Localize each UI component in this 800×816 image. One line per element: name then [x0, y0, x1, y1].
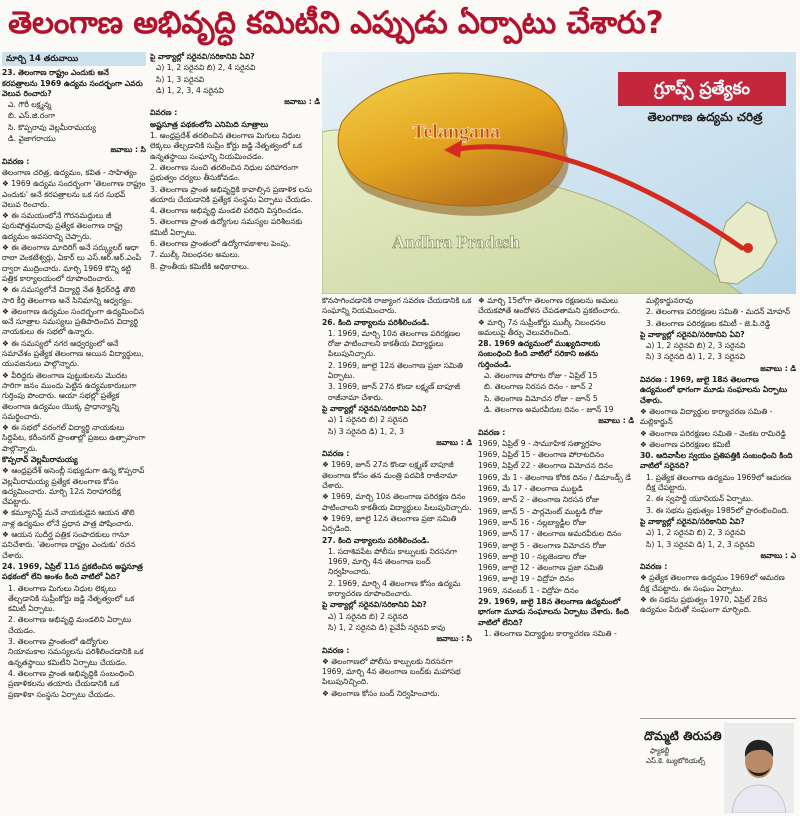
col2-line: 7. ముల్కీ నిబంధనల అమలు. [150, 250, 240, 260]
col5-line: 1969, జూలై 10 - నల్లజెండాల రోజు [478, 551, 587, 561]
col5-line: 1969, జూన్ 5 - పార్లమెంట్ ముట్టడి రోజు [478, 506, 603, 516]
col6-line: 2. ఈ స్వపార్టీ యూనియన్ ఏర్పాటు. [646, 494, 754, 504]
column-2-body [150, 52, 320, 272]
col5-line: 1969, జూలై 5 - తెలంగాణ విమోచన రోజు [478, 540, 606, 550]
col4-line: ఎ) 1 సరైనది బి) 2 సరైనది [328, 611, 408, 621]
col1-line: ❖ ఆంధ్రప్రదేశ్ అసెంబ్లీ సభ్యుడుగా ఉన్న కొప్పరావ్ వెల్లమీరామయ్య ప్రత్యేక తెలంగాణ కోసం ఉద్యమించారు. మార్చి 12న నిరాహారదీక్ష చేపట్టారు. [2, 466, 145, 507]
col5-line: 1969, జూన్ 2 - తెలంగాణ నిరసన రోజు [478, 495, 600, 505]
col1-line: ఎ. గౌరీ లక్ష్మన్న [8, 100, 52, 110]
col5-line: వివరణ : [478, 427, 506, 437]
col1-line: ❖ ఈ తెలంగాణ మాదిరిగ్ అనే సర్క్యులర్ ఆధా రాలా వెంకటేశ్వర్లు, ఏకార్ లు ఎస్.ఆర్.ఆర్.ఎంపీ ద్వారా ముద్రించారు. మార్చి 1969 కొన్ని కట్టి పత్రిక కార్యాలయంలో రూపొందించారు. [2, 243, 142, 283]
col1-line: కొప్పరావ్ వెల్లమీరామయ్య [2, 454, 78, 464]
col5-line: ఎ. తెలంగాణ పోరాట రోజు - ఏప్రిల్ 15 [484, 371, 598, 381]
col1-line: వివరణ : [2, 156, 30, 166]
col4-line: జవాబు : డి [436, 437, 472, 447]
col2-line: సి) 1, 3 సరైనవి [156, 74, 205, 84]
col6-line: వివరణ : 1969, జులై 18న తెలంగాణ ఉద్యమంలో భాగంగా మూడు సంఘాలను ఏర్పాటు చేశారు. [640, 375, 788, 405]
col5-line: 1969, జూలై 12 - తెలంగాణ ప్రజా సమితి [478, 563, 604, 573]
col5-line: 1969, ఏప్రిల్ 22 - తెలంగాణ విమోచన దినం [478, 461, 613, 471]
col1-line: ❖ కమ్యూనిస్ట్ మనే నాయకుడైన ఆయన తొలి నాళ్ల ఉద్యమం లోనే ప్రధాన పాత్ర పోషించారు. [2, 508, 135, 528]
col4-line: 3. 1969, జూన్ 27న కొండా లక్ష్మణ్ బాపూజీ రాజీనామా చేశారు. [328, 382, 461, 402]
col1-line: 24. 1969, ఏప్రిల్ 11న ప్రకటించిన అష్టసూత్ర పథకంలో లేని అంశం కింది వాటిలో ఏది? [2, 561, 143, 582]
col4-line: పై వాక్యాల్లో సరైనవి/సరికానివి ఏవి? [322, 403, 427, 413]
col1-line: బి. ఎస్.జి.రంగా [8, 111, 56, 121]
col6-line: 2. తెలంగాణ పరిరక్షణల సమితి - మదన్ మోహన్ [646, 307, 791, 317]
col2-line: పై వాక్యాల్లో సరైనవి/సరికానివి ఏవి? [150, 52, 255, 61]
col1-line: జవాబు : సి [110, 145, 146, 155]
col6-line: జవాబు : ఎ [760, 550, 796, 560]
col4-line: ❖ 1969, మార్చి 10న తెలంగాణ పరిరక్షణ దినం పాటించాలని కాకతీయ విద్యార్థులు పిలుపునిచ్చారు. [322, 492, 472, 512]
col5-line: 1969, జూన్ 17 - తెలంగాణ అమరవీరుల దినం [478, 529, 622, 539]
col6-line: 1. ప్రత్యేక తెలంగాణ ఉద్యమం 1969లో ఆమరణ దీక్ష చేపట్టారు. [646, 472, 792, 493]
col4-line: జవాబు : సి [436, 634, 472, 644]
col6-line: పై వాక్యాల్లో సరైనవి/సరికానివి ఏవి? [640, 516, 745, 526]
column-3-body [322, 296, 472, 699]
col5-line: బి. తెలంగాణ నిరసన దినం - జూన్ 2 [484, 382, 593, 392]
col4-line: 1. 1969, మార్చి 10న తెలంగాణ పరిరక్షణల రోజు పాటించాలని కాకతీయ విద్యార్థులు పిలుపునిచ్చారు. [328, 328, 461, 359]
col2-line: 3. తెలంగాణ ప్రాంత అభివృద్ధికి కావాల్సిన ప్రణాళిక లను తయారు చేయడానికి ప్రత్యేక సంస్థను ఏర్పాటు చేయడం. [150, 184, 313, 204]
col5-line: 1969, నవంబర్ 1 - విద్రోహ దినం [478, 585, 579, 595]
col2-line: 6. తెలంగాణ ప్రాంతంలో ఉద్యోగావకాశాల పెంపు. [150, 239, 291, 249]
headline: తెలంగాణ అభివృద్ధి కమిటీని ఎప్పుడు ఏర్పాటు చేశారు? [8, 5, 664, 41]
col6-line: ఎ) 1, 2 సరైనవి బి) 2, 3 సరైనవి [646, 341, 746, 351]
column-5 [640, 296, 796, 716]
col2-line: ఎ) 1, 2 సరైనవి బి) 2, 4 సరైనవి [156, 63, 256, 73]
col1-line: ❖ ఈ సభలో వరంగల్ విద్యార్థి నాయకులు సిద్ధిపేట, కరీంనగర్ ప్రాంతాల్లో ప్రజలు ఉత్సాహంగా పాల్గొన్నారు. [2, 423, 146, 453]
author-name: దొమ్మటి తిరుపతి [644, 729, 722, 743]
col1-line: ❖ ఈ సమస్యలోనే విద్యార్థి నేత శ్రీధర్‌రెడ్డి తొలి సారి కీర్తి తెలంగాణ అనే సినిమాన్ని ఆధ్వర్యం. [2, 285, 136, 305]
col6-line: జవాబు : డి [760, 363, 796, 373]
column-4-body [478, 296, 634, 639]
col1-line: 3. తెలంగాణ ప్రాంతంలో ఉద్యోగుల నియామకాల సమస్యలను పరిశీలించడానికి ఒక ఉన్నతస్థాయి కమిటీని ఏర్పాటు చేయడం. [8, 637, 144, 667]
col2-line: 8. ప్రాంతీయ కమిటీకి అధికారాలు. [150, 261, 250, 271]
col4-line: 1. సదాశివపేట పోలీసు కాల్పులకు నిరసనగా 1969, మార్చి 4న తెలంగాణ బంద్ నిర్వహించారు. [328, 546, 458, 577]
col4-line: 2. 1969, మార్చి 4 తెలంగాణ కోసం ఉద్యమ కార్యాచరణ రూపొందించారు. [328, 578, 461, 599]
col4-line: ❖ తెలంగాణలో పోలీసు కాల్పులకు నిరసనగా 1969, మార్చి 4న తెలంగాణ బంద్‌కు మహాసభ పిలుపునిచ్చింది. [322, 656, 461, 687]
author-affiliation: ఎస్.కె. ట్యుటోరియల్స్ [646, 757, 706, 765]
col4-line: 2. 1969, జూలై 12న తెలంగాణ ప్రజా సమితి ఏర్పాటు. [328, 360, 463, 381]
col5-line: 1969, ఏప్రిల్ 9 - సామూహిక సత్యాగ్రహం [478, 438, 602, 448]
col1-line: ❖ ఈ సమస్యలో నగర ఆధ్వర్యంలో ఆనే సమావేశం ప్రత్యేక తెలంగాణ అయిన విద్యార్థులు, యువజనులు పాల్గొన్నారు. [2, 338, 144, 369]
col5-line: ❖ మార్చి 7న సుప్రీంకోర్టు ముల్కీ నిబంధనల అమలుపై తీర్పు వెలువరించింది. [478, 317, 606, 337]
author-role: ఫ్యాకల్టీ [650, 747, 670, 755]
col4-line: సి) 3 సరైనది డి) 1, 2, 3 [328, 426, 405, 436]
col6-line: 3. తెలంగాణ పరిరక్షణల కమిటీ - జె.పి.రెడ్డి [646, 318, 771, 328]
col6-line: ❖ తెలంగాణ పరిరక్షణల కమిటీ [640, 439, 731, 449]
col5-line: 1969, మే 1 - తెలంగాణ కోరిక దినం / డిమాండ్స్ డే [478, 472, 631, 482]
col2-line: వివరణ : [150, 108, 178, 118]
col5-line: సి. తెలంగాణ విమోచన రోజు - జూన్ 5 [484, 393, 598, 403]
col6-line: సి) 3 సరైనది డి) 1, 2, 3 సరైనవి [646, 352, 746, 362]
col1-line: ❖ 1969 ఉద్యమ సందర్భంగా 'తెలంగాణ రాష్ట్రం ఎందుకు' అనే కరపత్రాలను ఒక సర సుభవ్ వెలువ రించారు. [2, 179, 146, 209]
groups-special-tag: గ్రూప్స్ ప్రత్యేకం [618, 72, 786, 106]
col4-line: కొనసాగించడానికి రాజ్యాంగ సవరణ చేయడానికి ఒక సంఘాన్ని నియమించారు. [322, 296, 472, 316]
col5-line: 29. 1969, జులై 18న తెలంగాణ ఉద్యమంలో భాగంగా మూడు సంఘాలను ఏర్పాటు చేశారు. కింది వాటిలో లేనిది? [478, 597, 629, 627]
column-2 [150, 52, 320, 814]
col6-line: 3. ఈ సభను ప్రభుత్వం 1985లో ప్రారంభించింది. [646, 505, 790, 515]
col5-line: డి. తెలంగాణ అమరవీరుల దినం - జూన్ 19 [484, 404, 614, 414]
col1-line: ❖ వీరిద్దరు తెలంగాణ పుట్టుకులను మొదట సారిగా జనం ముందు పెట్టిన ఉద్యమకారులుగా గుర్తింపు పొందారు. ఆయా సభల్లో ప్రత్యేక తెలంగాణ ఉద్యమం యొక్క ప్రాధాన్యాన్ని సమర్థించారు. [2, 370, 137, 421]
col5-line: 1. తెలంగాణ విద్యార్థుల కార్యాచరణ సమితి - [484, 628, 617, 638]
col1-line: 2. తెలంగాణ అభివృద్ధి మండలిని ఏర్పాటు చేయడం. [8, 615, 132, 635]
col2-line: 1. ఆంధ్రప్రదేశ్ తరలించిన తెలంగాణ మిగులు నిధుల లెక్కలు తేల్చడానికి సుప్రీం కోర్టు జడ్జి నేతృత్వంలో ఒక ఉన్నతస్థాయి సంఘాన్ని నియమించడం. [150, 131, 302, 161]
col1-line: ❖ తెలంగాణ ఉద్యమం సందర్భంగా ఉద్యమించిన అనే సూత్రాల సమస్యలు ప్రతిపాదించిన విద్యార్థి నాయకులు ఈ సభలో ఉన్నారు. [2, 306, 145, 337]
column-1-body [2, 68, 146, 700]
col6-line: ❖ ఈ సభను ప్రభుత్వం 1970, ఏప్రిల్ 28న ఉద్యమం పేరుతో సంఘంగా మార్చింది. [640, 595, 768, 615]
col4-line: పై వాక్యాల్లో సరైనవి/సరికానివి ఏవి? [322, 600, 427, 610]
author-box [640, 718, 796, 815]
col5-line: జవాబు : డి [598, 416, 634, 426]
column-5-body [640, 296, 796, 616]
col1-line: డి. వైజాగరాయు [8, 134, 56, 144]
col4-line: ❖ 1969, జూన్ 27న కొండా లక్ష్మణ్ బాపూజీ తెలంగాణ కోసం తన మంత్రి పదవికి రాజీనామా చేశారు. [322, 460, 458, 491]
col2-line: జవాబు : డి [284, 97, 320, 107]
author-photo [724, 723, 794, 813]
col2-line: అష్టసూత్ర పథకంలోని ఎనిమిది సూత్రాలు [150, 119, 269, 129]
col4-line: సి) 1, 2 సరైనవి డి) పైవేవీ సరైనవి కావు [328, 622, 446, 632]
col4-line: ❖ తెలంగాణ కోసం బంద్ నిర్వహించారు. [322, 688, 440, 698]
col2-line: 2. తెలంగాణ నుంచి తరలించిన నిధుల పరిహారంగా ప్రభుత్వం చర్యలు తీసుకోవడం. [150, 162, 299, 183]
col6-line: 30. ఆదివాసీల స్వయం ప్రతిపత్తికి సంబంధించి కింది వాటిలో సరైనది? [640, 451, 793, 471]
col1-line: 4. తెలంగాణ ప్రాంత అభివృద్ధికి సంబంధించి ప్రణాళికలను తయారు చేయడానికి ఒక ప్రణాళికా సంస్థను ఏర్పాటు చేయడం. [8, 668, 134, 699]
col5-line: 1969, జూన్ 16 - నల్లబ్యాడ్జీల రోజు [478, 517, 587, 527]
col6-line: ❖ తెలంగాణ విద్యార్థుల కార్యాచరణ సమితి - మల్లికార్జున్ [640, 406, 773, 427]
andhra-label: Andhra Pradesh [392, 232, 520, 252]
section-bar: మార్చి 14 తరువాయి [2, 52, 146, 66]
col6-line: మల్లికార్జునరావు [646, 296, 694, 305]
col2-line: 4. తెలంగాణ అభివృద్ధి మండలి పరిధిని విస్తరించడం. [150, 206, 304, 216]
col1-line: ❖ ఈ సమయంలోనే గౌరనమద్దులు జీ పురుషోత్తమరావు ప్రత్యేక తెలంగాణ రాష్ట్ర ఉద్యమం అవసరాన్ని చెప్పారు. [2, 211, 123, 241]
col6-line: వివరణ : [640, 562, 668, 572]
col5-line: 28. 1969 ఉద్యమంలో ముఖ్యదినాలకు సంబంధించి కింది వాటిలో సరికాని జతను గుర్తించండి. [478, 339, 601, 369]
col4-line: ఎ) 1 సరైనది బి) 2 సరైనది [328, 415, 408, 425]
col6-line: ఎ) 1, 2 సరైనవి బి) 2, 3 సరైనవి [646, 528, 746, 538]
col2-line: డి) 1, 2, 3, 4 సరైనవి [156, 85, 224, 95]
col5-line: ❖ మార్చి 15లోగా తెలంగాణ రక్షణలను అమలు చేయకపోతే ఆందోళన చేపడతామని ప్రకటించారు. [478, 296, 621, 316]
col6-line: ❖ తెలంగాణ పరిరక్షణల సమితి - వెంకట రామిరెడ్డి [640, 428, 786, 438]
col4-line: 27. కింది వాక్యాలను పరిశీలించండి. [322, 535, 430, 545]
col5-line: 1969, జూలై 19 - విద్రోహ దినం [478, 574, 574, 584]
col4-line: ❖ 1969, జూలై 12న తెలంగాణ ప్రజా సమితి ఏర్పడింది. [322, 513, 457, 534]
col6-line: పై వాక్యాల్లో సరైనవి/సరికానివి ఏవి? [640, 329, 745, 339]
col6-line: ❖ ప్రత్యేక తెలంగాణ ఉద్యమం 1969లో ఆమరణ దీక్ష చేపట్టారు. ఈ సంఘం ఏర్పాటు. [640, 573, 785, 593]
col4-line: 26. కింది వాక్యాలను పరిశీలించండి. [322, 317, 430, 327]
col1-line: సి. కొప్పరావు వెల్లమీరామయ్య [8, 122, 96, 132]
col2-line: 5. తెలంగాణ ప్రాంత ఉద్యోగుల సమస్యల పరిశీలనకు కమిటీ ఏర్పాటు. [150, 217, 303, 237]
col5-line: 1969, ఏప్రిల్ 15 - తెలంగాణ పోరాటదినం [478, 450, 605, 460]
col4-line: వివరణ : [322, 645, 350, 655]
col1-line: 23. తెలంగాణ రాష్ట్రం ఎందుకు అనే కరపత్రాలను 1969 ఉద్యమ సందర్భంగా ఎవరు వెలువ రించారు? [2, 68, 143, 98]
column-4 [478, 296, 634, 814]
col6-line: సి) 1, 3 సరైనవి డి) 1, 2, 3 సరైనవి [646, 539, 755, 549]
col1-line: ❖ ఆయన సుదీర్ఘ పత్రిక సంపాదకులు గానూ పనిచేశారు. 'తెలంగాణ రాష్ట్రం ఎందుకు' రచన చేశారు. [2, 530, 136, 560]
col5-line: 1969, మే 17 - తెలంగాణ ముట్టడి [478, 484, 583, 494]
telangana-label: Telangana [412, 121, 501, 143]
col4-line: వివరణ : [322, 449, 350, 459]
col1-line: తెలంగాణ చరిత్ర, ఉద్యమం, కవిత - సాహిత్యం [2, 167, 137, 177]
col1-line: 1. తెలంగాణ మిగులు నిధుల లెక్కలు తేల్చడానికి సుప్రీంకోర్టు జడ్జి నేతృత్వంలో ఒక కమిటీ ఏర్పాటు. [8, 583, 135, 614]
column-1 [2, 52, 146, 814]
banner-subtitle: తెలంగాణ ఉద్యమ చరిత్ర [647, 110, 763, 124]
column-3 [322, 296, 472, 814]
